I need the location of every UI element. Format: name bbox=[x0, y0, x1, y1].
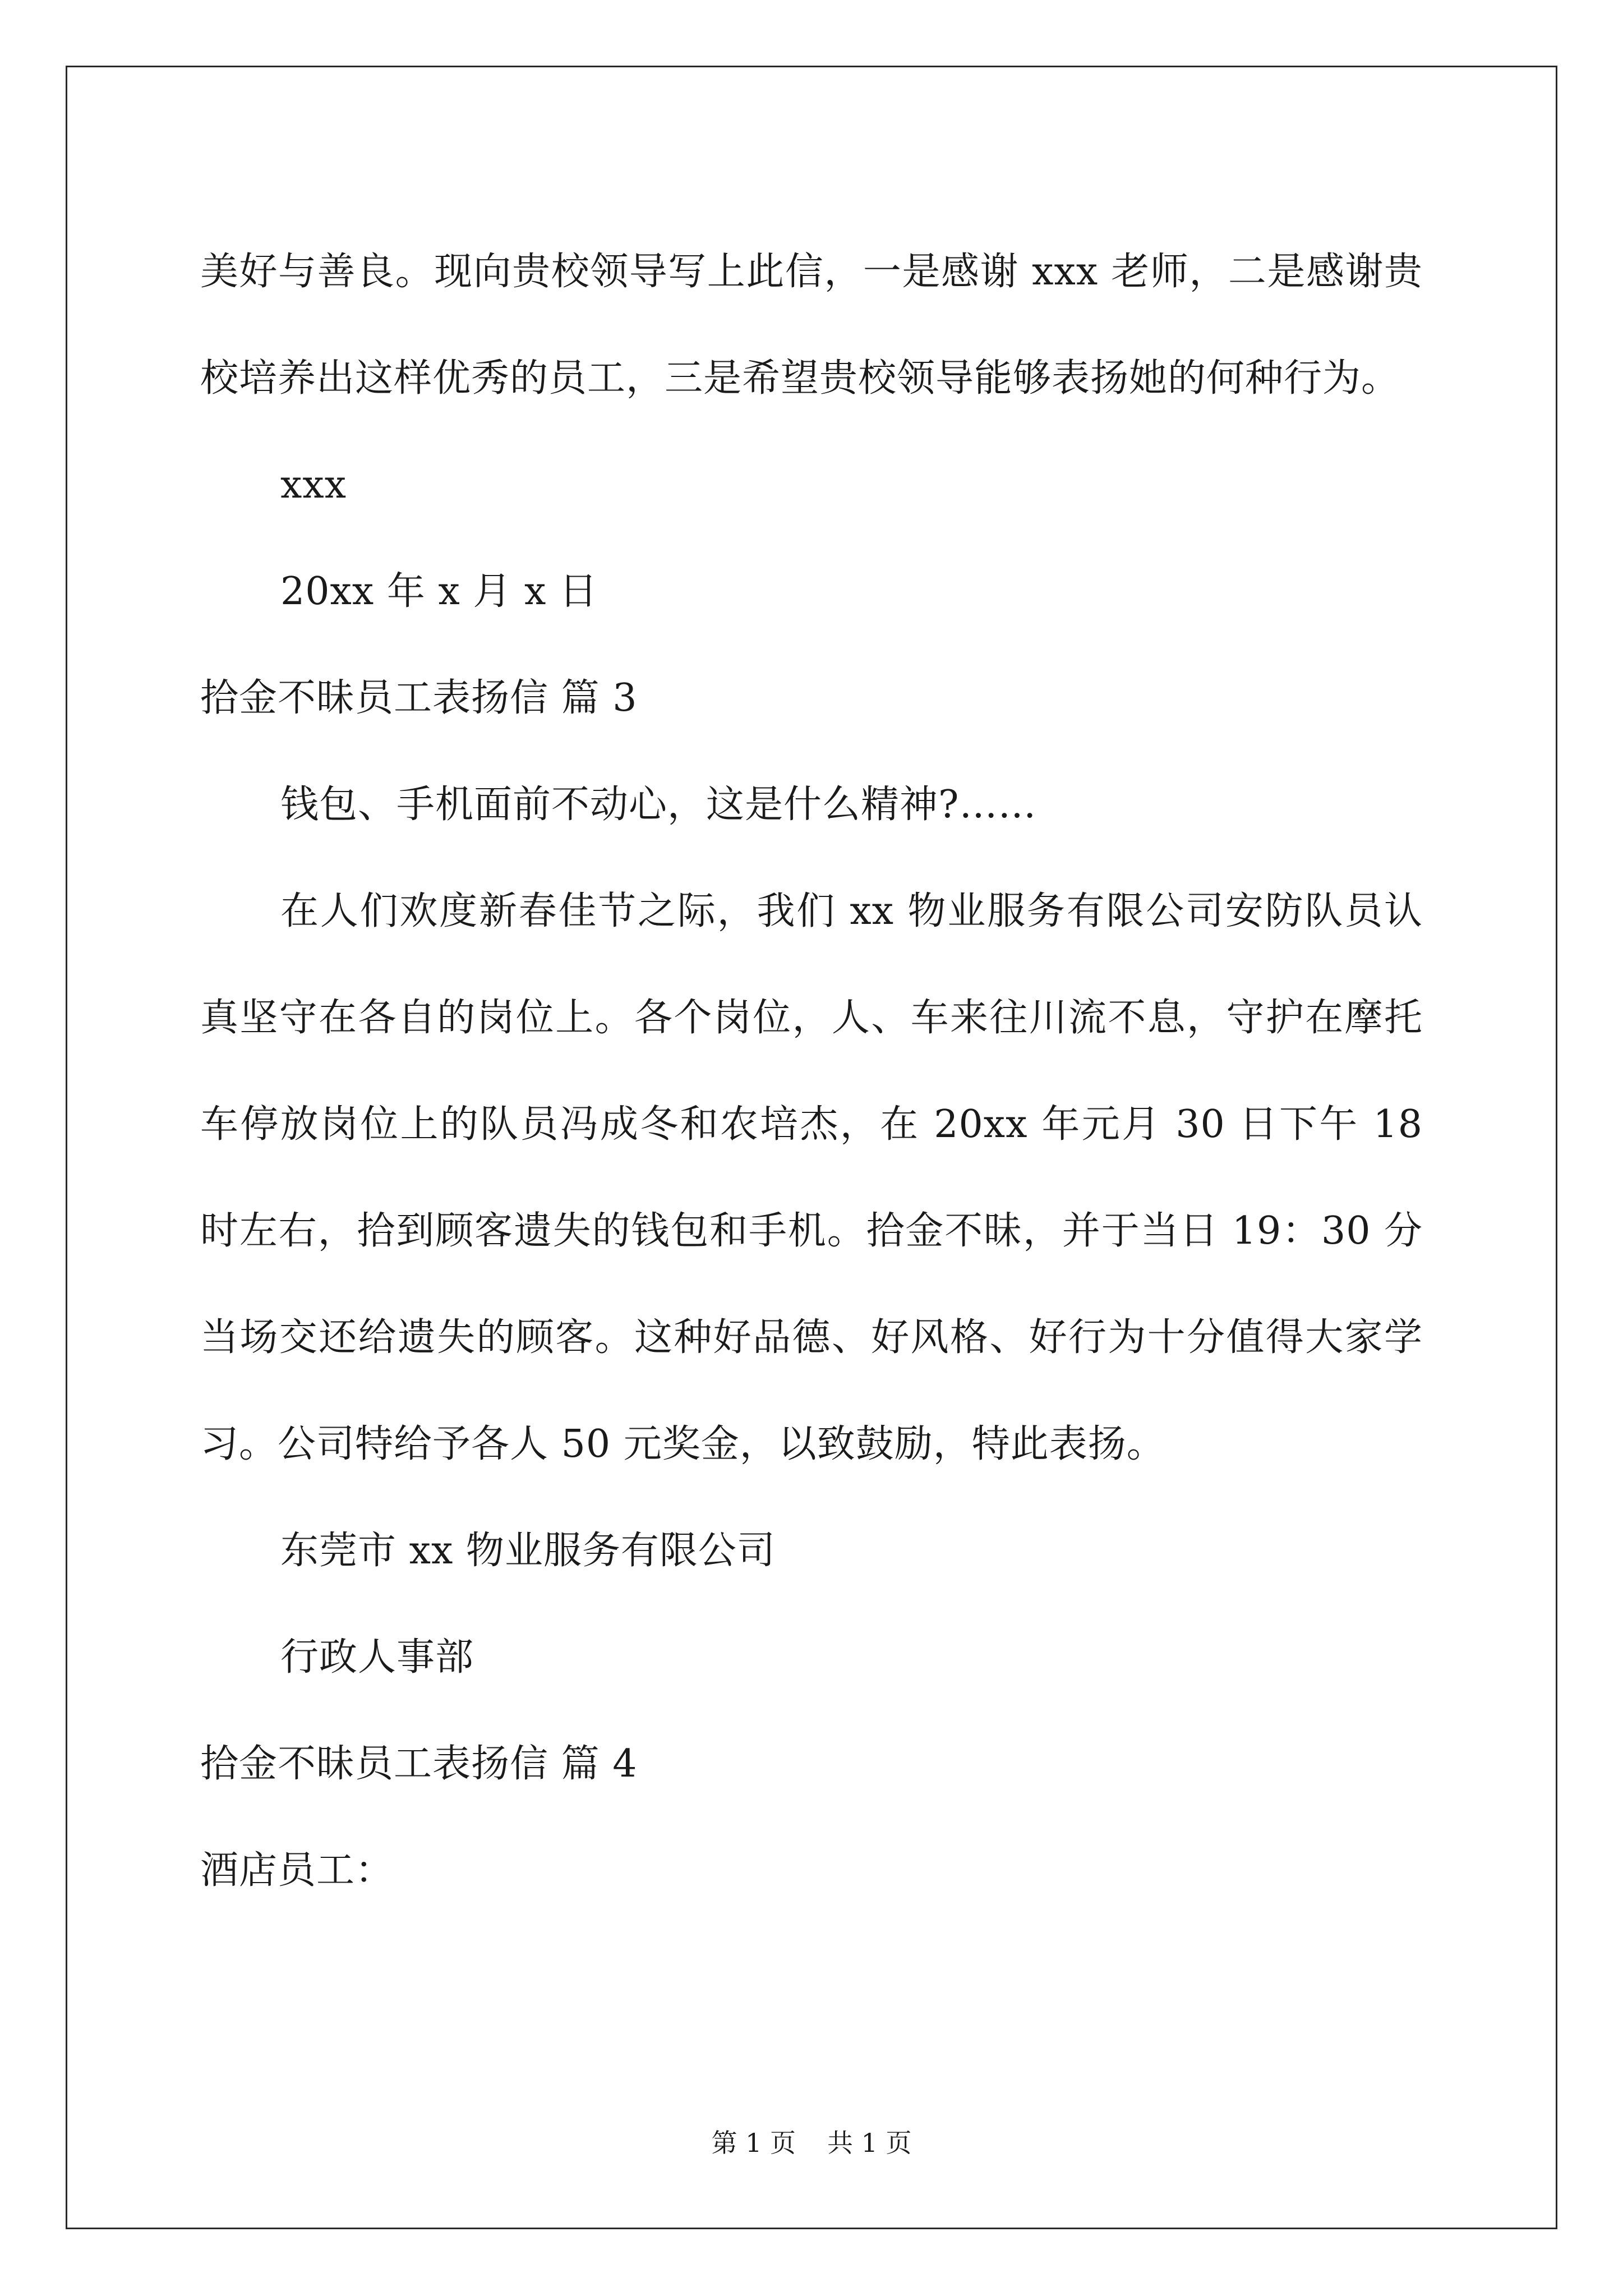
page-footer bbox=[0, 2126, 1623, 2160]
paragraph-closing-thanks: 美好与善良。现向贵校领导写上此信，一是感谢 xxx 老师，二是感谢贵校培养出这样优秀的员工，三是希望贵校领导能够表扬她的何种行为。 bbox=[200, 250, 1423, 401]
signature-company: 东莞市 xx 物业服务有限公司 bbox=[280, 1529, 776, 1573]
letter-salutation: 酒店员工： bbox=[200, 1848, 394, 1893]
paragraph-commendation: 在人们欢度新春佳节之际，我们 xx 物业服务有限公司安防队员认真坚守在各自的岗位上。各个岗位，人、车来往川流不息，守护在摩托车停放岗位上的队员冯成冬和农培杰，在 20xx 年元月 30 日下午 18 时左右，拾到顾客遗失的钱包和手机。拾金不昧，并于当日 19：30 分当场交还给遗失的顾客。这种好品德、好风格、好行为十分值得大家学习。公司特给予各人 50 元奖金，以致鼓励，特此表扬。 bbox=[200, 889, 1423, 1466]
document-body bbox=[200, 219, 1423, 1924]
signature-date: 20xx 年 x 月 x 日 bbox=[280, 569, 598, 614]
signature-department: 行政人事部 bbox=[280, 1635, 474, 1680]
section-heading-4: 拾金不昧员工表扬信 篇 4 bbox=[200, 1742, 638, 1786]
section-intro-question: 钱包、手机面前不动心，这是什么精神?…… bbox=[280, 783, 1037, 827]
section-heading-3: 拾金不昧员工表扬信 篇 3 bbox=[200, 676, 638, 720]
page-total: 共 1 页 bbox=[827, 2128, 912, 2158]
signature-name: xxx bbox=[280, 463, 347, 507]
page-number: 第 1 页 bbox=[711, 2128, 796, 2158]
